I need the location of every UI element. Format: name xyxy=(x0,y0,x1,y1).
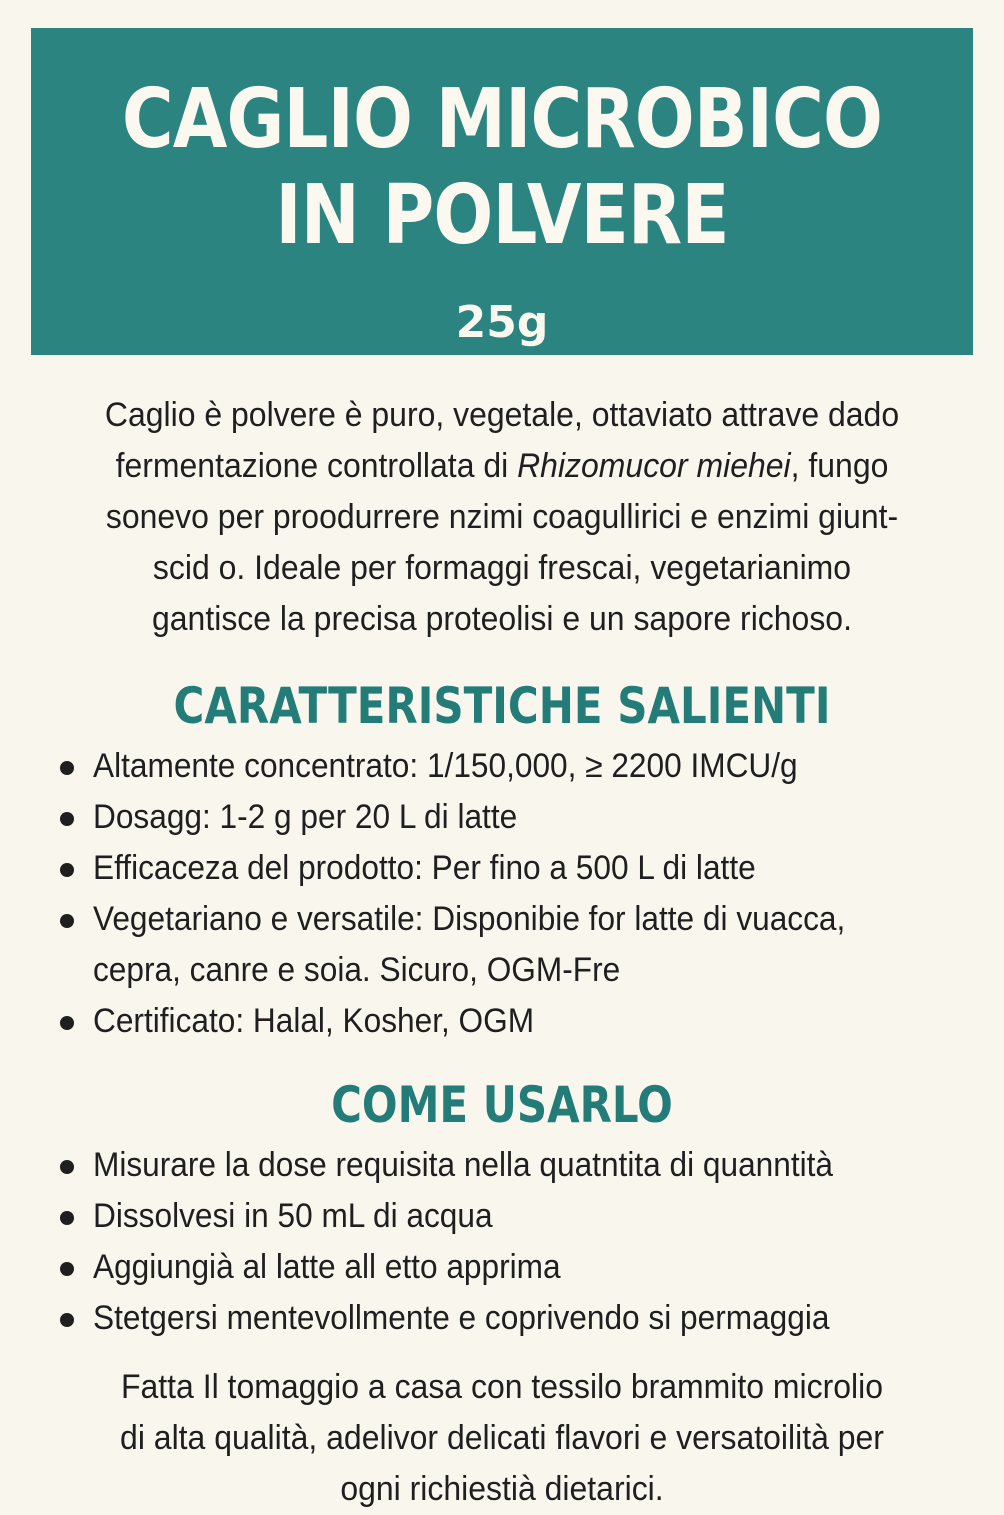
list-item: Stetgersi mentevollmente e coprivendo si permaggia xyxy=(58,1293,978,1344)
features-heading: CARATTERISTICHE SALIENTI xyxy=(173,677,831,735)
intro-line: scid o. Ideale per formaggi frescai, vegetarianimo xyxy=(152,549,852,587)
bullet-icon xyxy=(60,914,74,928)
features-list xyxy=(58,741,978,1047)
product-weight: 25g xyxy=(455,297,549,348)
bullet-icon xyxy=(60,863,74,877)
intro-paragraph xyxy=(68,390,937,645)
bullet-icon xyxy=(60,812,74,826)
intro-line xyxy=(68,441,937,492)
bullet-icon xyxy=(60,1262,74,1276)
list-item: Misurare la dose requisita nella quatntita di quanntità xyxy=(58,1140,978,1191)
title-line-1: CAGLIO MICROBICO xyxy=(121,72,883,167)
bullet-icon xyxy=(60,761,74,775)
usage-list xyxy=(58,1140,978,1344)
footer-line: Fatta Il tomaggio a casa con tessilo brammito microlio xyxy=(120,1368,884,1406)
list-item: Efficaceza del prodotto: Per fino a 500 L di latte xyxy=(58,843,978,894)
intro-line-part: fermentazione controllata di xyxy=(115,447,518,485)
footer-line: ogni richiestià dietarici. xyxy=(340,1470,664,1508)
closing-paragraph xyxy=(58,1362,945,1515)
product-header xyxy=(31,28,973,355)
bullet-icon xyxy=(60,1211,74,1225)
bullet-icon xyxy=(60,1313,74,1327)
list-item-continuation: cepra, canre e soia. Sicuro, OGM-Fre xyxy=(93,951,621,989)
bullet-icon xyxy=(60,1160,74,1174)
footer-line: di alta qualità, adelivor delicati flavori e versatoilità per xyxy=(120,1419,884,1457)
intro-line: Caglio è polvere è puro, vegetale, ottaviato attrave dado xyxy=(104,396,900,434)
list-item: Vegetariano e versatile: Disponibie for latte di vuacca, cepra, canre e soia. Sicuro, OGM-Fre xyxy=(58,894,978,996)
bullet-icon xyxy=(60,1016,74,1030)
list-item: Dissolvesi in 50 mL di acqua xyxy=(58,1191,978,1242)
list-item: Certificato: Halal, Kosher, OGM xyxy=(58,996,978,1047)
intro-line-part: , fungo xyxy=(790,447,889,485)
title-line-2: IN POLVERE xyxy=(275,168,729,263)
usage-heading: COME USARLO xyxy=(331,1076,673,1134)
intro-line: gantisce la precisa proteolisi e un sapore richoso. xyxy=(152,600,852,638)
product-title xyxy=(97,72,907,264)
list-item: Altamente concentrato: 1/150,000, ≥ 2200 IMCU/g xyxy=(58,741,978,792)
list-item: Aggiungià al latte all etto apprima xyxy=(58,1242,978,1293)
intro-line: sonevo per proodurrere nzimi coagullirici e enzimi giunt- xyxy=(105,498,899,536)
species-name: Rhizomucor miehei xyxy=(517,447,791,485)
list-item: Dosagg: 1-2 g per 20 L di latte xyxy=(58,792,978,843)
